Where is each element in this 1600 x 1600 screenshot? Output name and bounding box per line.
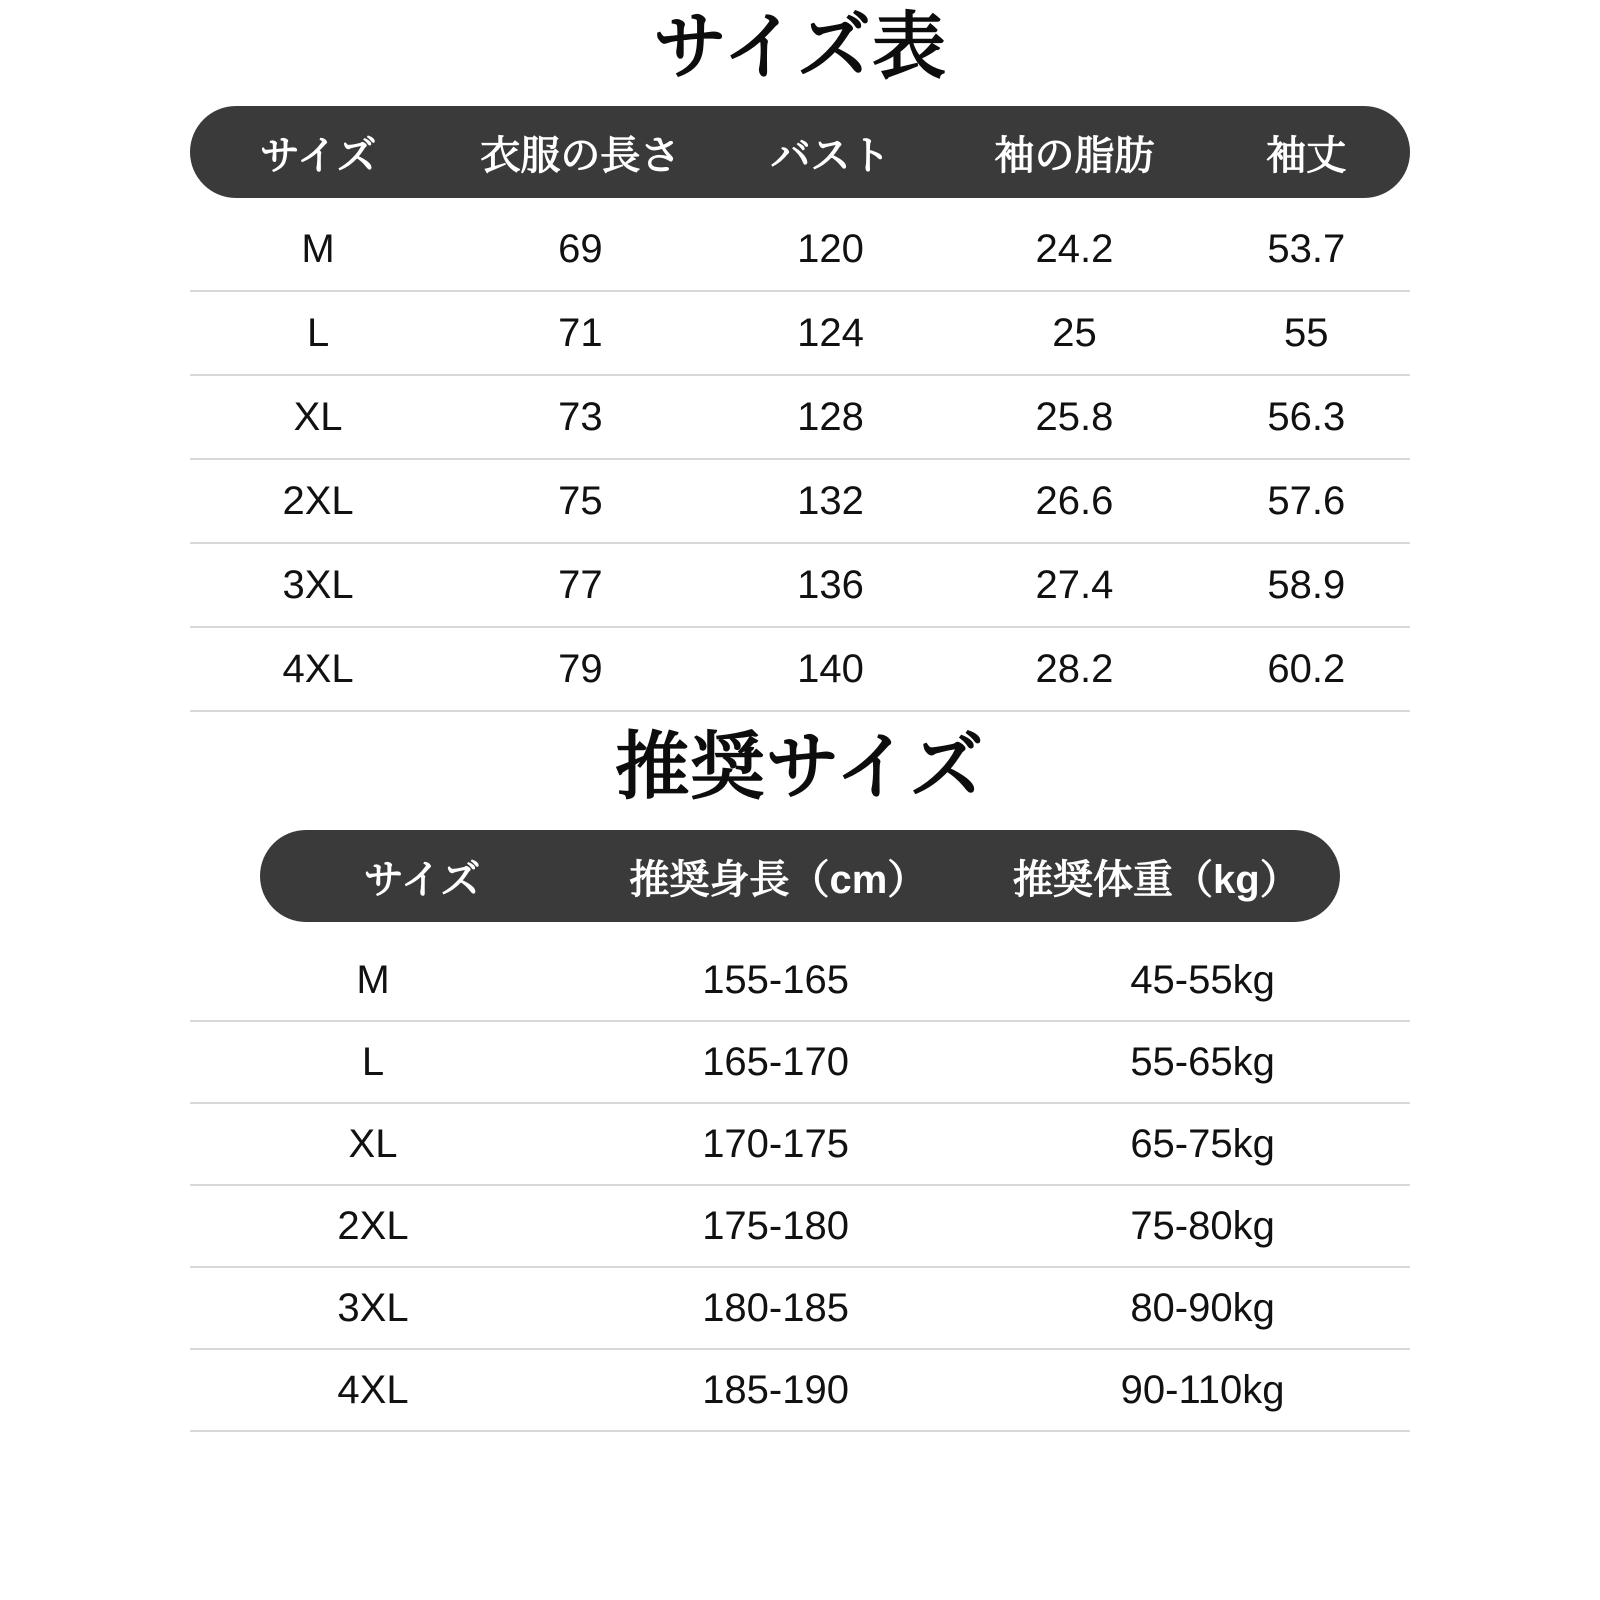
column-header-sleeve-length: 袖丈 <box>1266 133 1347 178</box>
cell-sleeve-fat: 25 <box>946 291 1202 375</box>
size-chart-header-table <box>190 106 1410 198</box>
cell-size: 3XL <box>190 1267 556 1349</box>
table-row <box>190 208 1410 291</box>
table-row <box>190 291 1410 375</box>
cell-recommended-weight: 80-90kg <box>995 1267 1410 1349</box>
cell-bust: 140 <box>715 627 947 711</box>
cell-size: 2XL <box>190 1185 556 1267</box>
size-chart-table-block <box>190 106 1410 712</box>
cell-sleeve-length: 57.6 <box>1203 459 1410 543</box>
cell-recommended-height: 165-170 <box>556 1021 995 1103</box>
cell-garment-length: 77 <box>446 543 714 627</box>
table-row <box>190 1021 1410 1103</box>
column-header-bust: バスト <box>770 133 891 178</box>
size-chart-header-bar <box>190 106 1410 198</box>
recommended-size-header-table <box>260 830 1340 922</box>
table-row <box>190 1185 1410 1267</box>
cell-bust: 136 <box>715 543 947 627</box>
cell-bust: 120 <box>715 208 947 291</box>
cell-recommended-height: 175-180 <box>556 1185 995 1267</box>
column-header-size: サイズ <box>363 857 481 902</box>
column-header-garment-length: 衣服の長さ <box>480 133 681 178</box>
cell-garment-length: 71 <box>446 291 714 375</box>
table-row <box>190 1103 1410 1185</box>
cell-size: 4XL <box>190 627 446 711</box>
cell-sleeve-length: 53.7 <box>1203 208 1410 291</box>
cell-sleeve-length: 58.9 <box>1203 543 1410 627</box>
table-row <box>190 459 1410 543</box>
column-header-recommended-weight: 推奨体重（kg） <box>1013 857 1300 902</box>
size-chart-title: サイズ表 <box>652 5 948 88</box>
recommended-size-body-table <box>190 940 1410 1432</box>
cell-size: 3XL <box>190 543 446 627</box>
cell-bust: 132 <box>715 459 947 543</box>
cell-size: L <box>190 1021 556 1103</box>
table-row <box>190 1349 1410 1431</box>
cell-recommended-weight: 75-80kg <box>995 1185 1410 1267</box>
cell-sleeve-length: 56.3 <box>1203 375 1410 459</box>
table-row <box>190 627 1410 711</box>
cell-recommended-height: 170-175 <box>556 1103 995 1185</box>
cell-size: XL <box>190 1103 556 1185</box>
cell-sleeve-fat: 24.2 <box>946 208 1202 291</box>
table-row <box>190 1267 1410 1349</box>
recommended-size-header-bar <box>260 830 1340 922</box>
cell-recommended-weight: 65-75kg <box>995 1103 1410 1185</box>
size-chart-body-table <box>190 208 1410 712</box>
recommended-size-title: 推奨サイズ <box>615 725 985 808</box>
cell-bust: 128 <box>715 375 947 459</box>
cell-recommended-weight: 90-110kg <box>995 1349 1410 1431</box>
table-row <box>190 940 1410 1021</box>
cell-recommended-height: 180-185 <box>556 1267 995 1349</box>
column-header-sleeve-fat: 袖の脂肪 <box>994 133 1155 178</box>
cell-size: 2XL <box>190 459 446 543</box>
cell-sleeve-fat: 27.4 <box>946 543 1202 627</box>
cell-garment-length: 75 <box>446 459 714 543</box>
cell-bust: 124 <box>715 291 947 375</box>
cell-recommended-weight: 55-65kg <box>995 1021 1410 1103</box>
column-header-recommended-height: 推奨身長（cm） <box>629 857 928 902</box>
cell-sleeve-length: 60.2 <box>1203 627 1410 711</box>
cell-sleeve-fat: 28.2 <box>946 627 1202 711</box>
cell-sleeve-fat: 26.6 <box>946 459 1202 543</box>
cell-size: XL <box>190 375 446 459</box>
recommended-size-table-block <box>190 830 1410 1432</box>
cell-garment-length: 69 <box>446 208 714 291</box>
column-header-size: サイズ <box>259 133 377 178</box>
cell-sleeve-length: 55 <box>1203 291 1410 375</box>
table-row <box>190 543 1410 627</box>
cell-recommended-weight: 45-55kg <box>995 940 1410 1021</box>
cell-garment-length: 79 <box>446 627 714 711</box>
cell-garment-length: 73 <box>446 375 714 459</box>
table-header-row <box>260 830 1340 922</box>
cell-size: M <box>190 208 446 291</box>
cell-size: M <box>190 940 556 1021</box>
table-row <box>190 375 1410 459</box>
cell-recommended-height: 155-165 <box>556 940 995 1021</box>
cell-sleeve-fat: 25.8 <box>946 375 1202 459</box>
cell-recommended-height: 185-190 <box>556 1349 995 1431</box>
table-header-row <box>190 106 1410 198</box>
cell-size: 4XL <box>190 1349 556 1431</box>
cell-size: L <box>190 291 446 375</box>
